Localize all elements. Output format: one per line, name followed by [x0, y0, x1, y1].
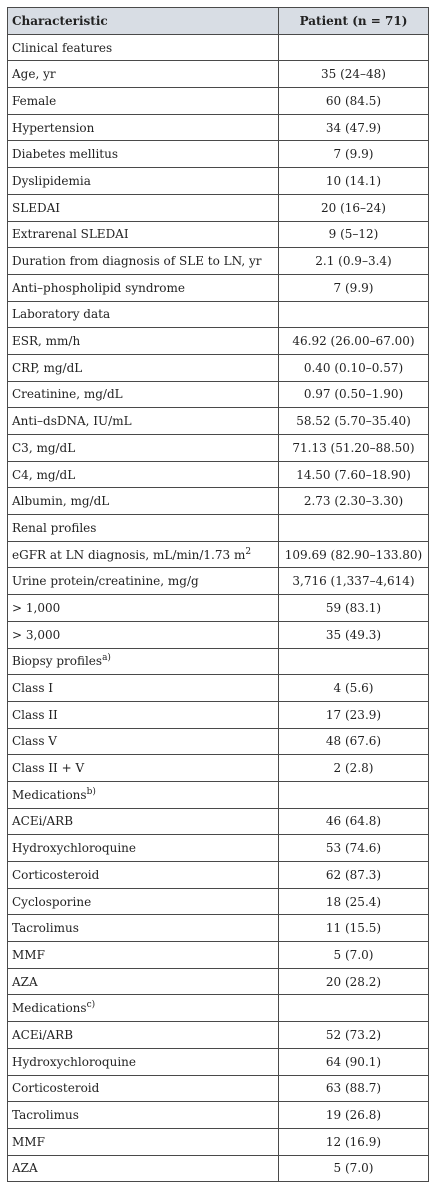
table-row: [8, 595, 429, 622]
row-label: Tacrolimus: [12, 1108, 79, 1123]
row-value: 2.1 (0.9–3.4): [279, 248, 429, 275]
row-label-cell: [8, 515, 279, 542]
table-row: [8, 301, 429, 328]
row-label: Tacrolimus: [12, 921, 79, 936]
table-row: [8, 488, 429, 515]
row-label-cell: [8, 701, 279, 728]
row-value: 34 (47.9): [279, 114, 429, 141]
table-row: [8, 61, 429, 88]
row-value: 109.69 (82.90–133.80): [279, 541, 429, 568]
row-label-cell: [8, 381, 279, 408]
row-label-cell: [8, 221, 279, 248]
row-label-cell: [8, 274, 279, 301]
row-label-cell: [8, 1075, 279, 1102]
row-value: [279, 515, 429, 542]
table-row: [8, 728, 429, 755]
row-value: 20 (16–24): [279, 194, 429, 221]
row-value: 18 (25.4): [279, 888, 429, 915]
table-row: [8, 1075, 429, 1102]
row-label: Urine protein/creatinine, mg/g: [12, 574, 199, 589]
row-label: AZA: [12, 1161, 38, 1176]
row-label: Biopsy profiles: [12, 654, 103, 669]
row-label-cell: [8, 461, 279, 488]
row-value: 53 (74.6): [279, 835, 429, 862]
table-row: [8, 354, 429, 381]
row-label-cell: [8, 915, 279, 942]
row-value: 63 (88.7): [279, 1075, 429, 1102]
row-label-cell: [8, 781, 279, 808]
row-value: 62 (87.3): [279, 862, 429, 889]
row-label: Corticosteroid: [12, 867, 100, 882]
header-characteristic: Characteristic: [8, 8, 279, 35]
row-value: 14.50 (7.60–18.90): [279, 461, 429, 488]
table-row: [8, 515, 429, 542]
row-value: 10 (14.1): [279, 168, 429, 195]
table-row: [8, 701, 429, 728]
row-label: Creatinine, mg/dL: [12, 387, 123, 402]
row-label: ACEi/ARB: [12, 814, 74, 829]
row-label-cell: [8, 1022, 279, 1049]
row-label: Extrarenal SLEDAI: [12, 227, 129, 242]
row-label: Diabetes mellitus: [12, 147, 118, 162]
table-row: [8, 34, 429, 61]
row-value: 4 (5.6): [279, 675, 429, 702]
row-label-cell: [8, 1102, 279, 1129]
header-patient: Patient (n = 71): [279, 8, 429, 35]
table-row: [8, 995, 429, 1022]
row-label: MMF: [12, 947, 45, 962]
row-label: Renal profiles: [12, 520, 97, 535]
row-label-cell: [8, 621, 279, 648]
table-row: [8, 675, 429, 702]
row-value: 0.97 (0.50–1.90): [279, 381, 429, 408]
row-label: > 1,000: [12, 600, 61, 615]
row-label-cell: [8, 675, 279, 702]
table-row: [8, 755, 429, 782]
row-value: 5 (7.0): [279, 1155, 429, 1182]
row-label: MMF: [12, 1134, 45, 1149]
row-value: 35 (49.3): [279, 621, 429, 648]
table-row: [8, 435, 429, 462]
row-label: > 3,000: [12, 627, 61, 642]
row-label: Hydroxychloroquine: [12, 841, 136, 856]
table-body: [8, 34, 429, 1182]
table-row: [8, 274, 429, 301]
row-label: Duration from diagnosis of SLE to LN, yr: [12, 254, 262, 269]
row-label-cell: [8, 168, 279, 195]
row-value: 58.52 (5.70–35.40): [279, 408, 429, 435]
row-label: CRP, mg/dL: [12, 360, 83, 375]
row-label: Medications: [12, 1001, 87, 1016]
row-label-cell: [8, 34, 279, 61]
table-row: [8, 541, 429, 568]
table-row: [8, 648, 429, 675]
table-row: [8, 621, 429, 648]
table-row: [8, 1048, 429, 1075]
row-value: 64 (90.1): [279, 1048, 429, 1075]
row-label: Class V: [12, 734, 57, 749]
row-label-cell: [8, 114, 279, 141]
row-label: Anti–phospholipid syndrome: [12, 280, 185, 295]
row-label-cell: [8, 648, 279, 675]
row-label: ESR, mm/h: [12, 334, 81, 349]
row-value: 46.92 (26.00–67.00): [279, 328, 429, 355]
row-label-cell: [8, 755, 279, 782]
row-label: Female: [12, 93, 57, 108]
table-row: [8, 328, 429, 355]
row-label: Class II + V: [12, 761, 85, 776]
row-value: 7 (9.9): [279, 274, 429, 301]
row-label-cell: [8, 1048, 279, 1075]
row-label: Cyclosporine: [12, 894, 92, 909]
row-label: Class II: [12, 707, 58, 722]
row-label: Laboratory data: [12, 307, 111, 322]
table-row: [8, 221, 429, 248]
row-label-cell: [8, 942, 279, 969]
row-value: 35 (24–48): [279, 61, 429, 88]
row-label: C3, mg/dL: [12, 440, 76, 455]
row-label: SLEDAI: [12, 200, 60, 215]
table-row: [8, 248, 429, 275]
row-label-superscript: a): [102, 653, 111, 664]
row-label: Age, yr: [12, 67, 56, 82]
table-row: [8, 1128, 429, 1155]
row-label-cell: [8, 248, 279, 275]
row-value: 5 (7.0): [279, 942, 429, 969]
table-row: [8, 568, 429, 595]
row-value: [279, 781, 429, 808]
row-value: [279, 301, 429, 328]
row-value: [279, 995, 429, 1022]
table-row: [8, 1022, 429, 1049]
table-row: [8, 1155, 429, 1182]
table-row: [8, 88, 429, 115]
row-label-superscript: 2: [245, 546, 252, 557]
row-label-cell: [8, 435, 279, 462]
row-value: [279, 648, 429, 675]
table-row: [8, 381, 429, 408]
row-value: 3,716 (1,337–4,614): [279, 568, 429, 595]
row-label-cell: [8, 328, 279, 355]
row-label-cell: [8, 354, 279, 381]
row-label: Class I: [12, 681, 54, 696]
row-label: Medications: [12, 787, 87, 802]
row-value: 7 (9.9): [279, 141, 429, 168]
row-label-cell: [8, 194, 279, 221]
row-value: 12 (16.9): [279, 1128, 429, 1155]
row-value: 46 (64.8): [279, 808, 429, 835]
characteristics-table: [7, 7, 429, 1182]
table-row: [8, 194, 429, 221]
row-value: 2.73 (2.30–3.30): [279, 488, 429, 515]
row-label-cell: [8, 862, 279, 889]
row-value: [279, 34, 429, 61]
row-value: 20 (28.2): [279, 968, 429, 995]
table-row: [8, 1102, 429, 1129]
row-value: 9 (5–12): [279, 221, 429, 248]
row-label-cell: [8, 835, 279, 862]
row-value: 48 (67.6): [279, 728, 429, 755]
row-value: 2 (2.8): [279, 755, 429, 782]
row-label: Anti–dsDNA, IU/mL: [12, 414, 132, 429]
row-label-cell: [8, 568, 279, 595]
row-value: 59 (83.1): [279, 595, 429, 622]
row-label-superscript: c): [86, 1000, 96, 1011]
table-row: [8, 942, 429, 969]
table-row: [8, 888, 429, 915]
row-label: AZA: [12, 974, 38, 989]
row-label-cell: [8, 141, 279, 168]
row-value: 60 (84.5): [279, 88, 429, 115]
row-label-cell: [8, 541, 279, 568]
row-value: 19 (26.8): [279, 1102, 429, 1129]
row-label: eGFR at LN diagnosis, mL/min/1.73 m: [12, 547, 246, 562]
row-value: 71.13 (51.20–88.50): [279, 435, 429, 462]
row-label-superscript: b): [86, 786, 96, 797]
table-row: [8, 114, 429, 141]
table-header-row: [8, 8, 429, 35]
table-row: [8, 461, 429, 488]
table-row: [8, 862, 429, 889]
row-label-cell: [8, 968, 279, 995]
row-label: Clinical features: [12, 40, 113, 55]
row-label: Hydroxychloroquine: [12, 1054, 136, 1069]
row-label-cell: [8, 595, 279, 622]
row-label-cell: [8, 1155, 279, 1182]
row-label: Albumin, mg/dL: [12, 494, 110, 509]
row-value: 0.40 (0.10–0.57): [279, 354, 429, 381]
row-label-cell: [8, 301, 279, 328]
row-label: Dyslipidemia: [12, 173, 91, 188]
row-label-cell: [8, 808, 279, 835]
row-label-cell: [8, 728, 279, 755]
row-label-cell: [8, 995, 279, 1022]
table-row: [8, 781, 429, 808]
row-label: Corticosteroid: [12, 1081, 100, 1096]
row-label-cell: [8, 61, 279, 88]
row-label-cell: [8, 888, 279, 915]
row-label-cell: [8, 88, 279, 115]
table-row: [8, 141, 429, 168]
row-label-cell: [8, 408, 279, 435]
table-row: [8, 968, 429, 995]
table-row: [8, 915, 429, 942]
row-value: 11 (15.5): [279, 915, 429, 942]
row-label-cell: [8, 488, 279, 515]
table-row: [8, 408, 429, 435]
table-row: [8, 835, 429, 862]
row-label: ACEi/ARB: [12, 1027, 74, 1042]
table-row: [8, 808, 429, 835]
row-value: 52 (73.2): [279, 1022, 429, 1049]
row-label: C4, mg/dL: [12, 467, 76, 482]
row-label-cell: [8, 1128, 279, 1155]
table-row: [8, 168, 429, 195]
row-value: 17 (23.9): [279, 701, 429, 728]
row-label: Hypertension: [12, 120, 95, 135]
